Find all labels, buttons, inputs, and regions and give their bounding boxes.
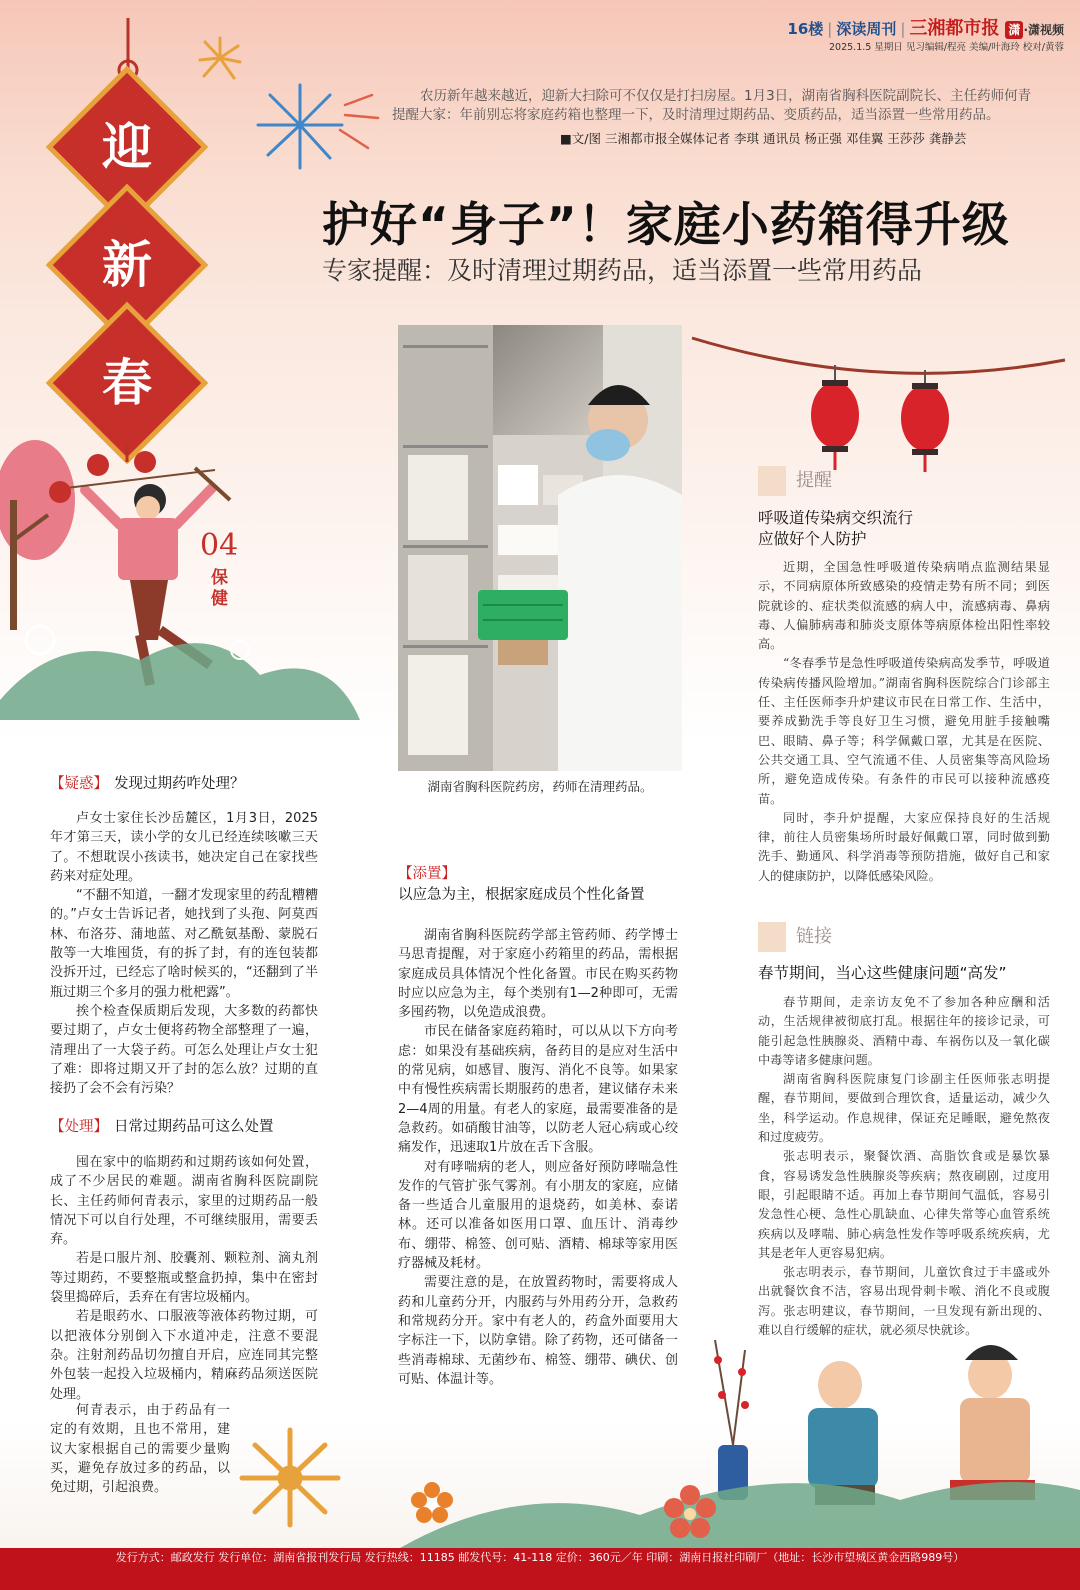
firework-icon (340, 95, 378, 148)
quote-mark-icon (758, 466, 786, 496)
family-tea-illustration (714, 1340, 1035, 1505)
paragraph: 湖南省胸科医院康复门诊副主任医师张志明提醒，春节期间，要做到合理饮食，适量运动，减少久坐，科学运动。作息规律，保证充足睡眠，避免熬夜和过度疲劳。 (758, 1072, 1050, 1145)
flower-icon (26, 626, 54, 654)
newspaper-name: 三湘都市报 (909, 18, 1000, 39)
page-subtitle: 专家提醒：及时清理过期药品，适当添置一些常用药品 (322, 256, 923, 285)
paragraph: 春节期间，走亲访友免不了参加各种应酬和活动，生活规律被彻底打乱。根据往年的接诊记录，可能引起急性胰腺炎、酒精中毒、车祸伤以及一氧化碳中毒等诸多健康问题。 (758, 995, 1050, 1067)
couplet-char: 春 (102, 353, 152, 412)
article-section-handle (50, 1153, 318, 1404)
paragraph: 卢女士家住长沙岳麓区，1月3日，2025年才第三天，读小学的女儿已经连续咳嗽三天了。不想耽误小孩读书，她决定自己在家找些药来对症处理。 (50, 811, 318, 884)
article-intro: 农历新年越来越近，迎新大扫除可不仅仅是打扫房屋。1月3日，湖南省胸科医院副院长、主任药师何青提醒大家：年前别忘将家庭药箱也整理一下，及时清理过期药品、变质药品，适当添置一些常用药品。 (392, 88, 1032, 123)
lantern-icon (901, 370, 949, 472)
section-tag: 【添置】 (398, 866, 456, 882)
hill-decoration (0, 643, 360, 720)
section-heading (50, 772, 245, 793)
paragraph: “不翻不知道，一翻才发现家里的药乱糟糟的。”卢女士告诉记者，她找到了头孢、阿莫西林、布洛芬、蒲地蓝、对乙酰氨基酚、蒙脱石散等一大堆囤货，有的拆了封，有的连包装都没拆开过，已经忘了啥时候买的，“还翻到了半瓶过期三个多月的强力枇杷露”。 (50, 888, 318, 1000)
section-tag: 【疑惑】 (50, 776, 108, 792)
section-title: 发现过期药咋处理？ (114, 776, 245, 792)
pharmacy-photo (398, 325, 682, 771)
masthead: 16楼 | 深读周刊 | 三湘都市报 潇 ·潇视频 (787, 18, 1064, 39)
issue-info: 2025.1.5 星期日 见习编辑/程亮 美编/叶海玲 校对/黄蓉 (829, 42, 1064, 53)
section-title: 以应急为主，根据家庭成员个性化备置 (398, 887, 645, 903)
app-name: ·潇视频 (1023, 23, 1064, 37)
couplet-char: 新 (102, 235, 152, 294)
couplet-char: 迎 (102, 117, 152, 176)
link-article (758, 993, 1050, 1340)
tree-illustration (0, 440, 75, 630)
section-heading (50, 1115, 274, 1136)
paragraph: 对有哮喘病的老人，则应备好预防哮喘急性发作的气管扩张气雾剂。有小朋友的家庭，应储备一些适合儿童服用的退烧药，如美林、泰诺林。还可以准备如医用口罩、血压计、消毒纱布、绷带、棉签、创可贴、酒精、棉球等家用医疗器械及耗材。 (398, 1159, 678, 1272)
section-title: 日常过期药品可这么处置 (114, 1119, 274, 1135)
page-title: 护好“身子”！家庭小药箱得升级 (322, 198, 1010, 253)
link-label: 链接 (758, 922, 832, 952)
tip-article (758, 558, 1050, 886)
paragraph: 挨个检查保质期后发现，大多数的药都快要过期了，卢女士便将药物全部整理了一遍，清理出了一大袋子药。可怎么处理让卢女士犯了难：即将过期又开了封的怎么放？过期的直接扔了会不会有污染？ (50, 1003, 318, 1097)
section-tag: 【处理】 (50, 1119, 108, 1135)
paragraph: 囤在家中的临期药和过期药该如何处置，成了不少居民的难题。湖南省胸科医院副院长、主任药师何青表示，家里的过期药品一般情况下可以自行处理，不可继续服用，需要丢弃。 (50, 1155, 318, 1248)
paragraph: 近期，全国急性呼吸道传染病哨点监测结果显示，不同病原体所致感染的疫情走势有所不同；到医院就诊的、症状类似流感的病人中，流感病毒、鼻病毒、人偏肺病毒和肺炎支原体等病原体检出阳性率较高。 (758, 560, 1050, 652)
lantern-icon (811, 365, 859, 470)
paragraph: 同时，李升炉提醒，大家应保持良好的生活规律，前往人员密集场所时最好佩戴口罩，同时做到勤洗手、勤通风、科学消毒等预防措施，做好自己和家人的健康防护，以降低感染风险。 (758, 810, 1050, 883)
publication-footer: 发行方式：邮政发行 发行单位：湖南省报刊发行局 发行热线：11185 邮发代号：41-118 定价：360元／年 印刷：湖南日报社印刷厂（地址：长沙市望城区黄金西路989号） (0, 1548, 1080, 1590)
paragraph: “冬春季节是急性呼吸道传染病高发季节，呼吸道传染病传播风险增加。”湖南省胸科医院综合门诊部主任、主任医师李升炉建议市民在日常工作、生活中，要养成勤洗手等良好卫生习惯，避免用脏手接触嘴巴、眼睛、鼻子等；科学佩戴口罩，尤其是在医院、公共交通工具、空气流通不佳、人员密集等高风险场所，避免造成传染。有条件的市民可以接种流感疫苗。 (758, 656, 1050, 806)
byline: ■文/图 三湘都市报全媒体记者 李琪 通讯员 杨正强 邓佳翼 王莎莎 龚静芸 (560, 131, 967, 146)
tip-heading: 呼吸道传染病交织流行 应做好个人防护 (758, 509, 914, 548)
app-logo-icon: 潇 (1005, 21, 1023, 39)
flower-icon (411, 1482, 453, 1523)
hill-decoration (400, 1482, 1080, 1548)
link-heading: 春节期间，当心这些健康问题“高发” (758, 964, 1007, 982)
paragraph: 若是口服片剂、胶囊剂、颗粒剂、滴丸剂等过期药，不要整瓶或整盒扔掉，集中在密封袋里捣碎后，丢弃在有害垃圾桶内。 (50, 1251, 318, 1306)
column-name: 深读周刊 (836, 20, 897, 38)
firework-icon (258, 85, 342, 168)
quote-mark-icon (758, 922, 786, 952)
paragraph: 张志明表示，聚餐饮酒、高脂饮食或是暴饮暴食，容易诱发急性胰腺炎等疾病；熬夜刷剧，过度用眼，引起眼睛不适。再加上春节期间气温低，容易引发急性心梗、急性心肌缺血、心律失常等心血管系统疾病以及哮喘、肺心病急性发作等呼吸系统疾病，尤其是老年人更容易犯病。 (758, 1149, 1050, 1260)
sun-flower-icon (242, 1430, 338, 1525)
section-number: 04 (200, 528, 239, 563)
paragraph: 市民在储备家庭药箱时，可以从以下方向考虑：如果没有基础疾病，备药目的是应对生活中的常见病，如感冒、腹泻、消化不良等。如果家中有慢性疾病需长期服药的患者，建议储存未来2—4周的用量。有老人的家庭，最需要准备的是急救药。如硝酸甘油等，以防老人冠心病或心绞痛发作，迅速取1片放在舌下含服。 (398, 1024, 678, 1156)
paragraph: 若是眼药水、口服液等液体药物过期，可以把液体分别倒入下水道冲走，注意不要混杂。注射剂药品切勿擅自开启，应连同其完整外包装一起投入垃圾桶内，精麻药品须送医院处理。 (50, 1309, 318, 1402)
photo-caption: 湖南省胸科医院药房，药师在清理药品。 (427, 779, 653, 794)
paragraph: 张志明表示，春节期间，儿童饮食过于丰盛或外出就餐饮食不洁，容易出现骨刺卡喉、消化不良或腹泻。张志明建议，春节期间，一旦发现有新出现的、难以自行缓解的症状，就必须尽快就诊。 (758, 1265, 1050, 1338)
article-section-add (398, 926, 678, 1389)
paragraph: 湖南省胸科医院药学部主管药师、药学博士马思青提醒，对于家庭小药箱里的药品，需根据家庭成员具体情况个性化备置。市民在购买药物时应以应急为主，每个类别有1—2种即可，无需多囤药物，以免造成浪费。 (398, 928, 678, 1021)
page-floor: 楼 (808, 20, 824, 38)
tip-label: 提醒 (758, 466, 832, 496)
firework-icon (200, 38, 240, 78)
section-name: 保健 (211, 568, 228, 609)
article-section-handle-end (50, 1401, 230, 1497)
pharmacist-illustration (398, 325, 682, 771)
article-section-doubt (50, 809, 318, 1098)
lantern-string (692, 338, 1065, 373)
page-number: 16 (787, 20, 809, 38)
flower-icon (231, 641, 249, 659)
paragraph: 需要注意的是，在放置药物时，需要将成人药和儿童药分开，内服药与外用药分开，急救药和常规药分开。家中有老人的，药盒外面要用大字标注一下，以防拿错。除了药物，还可储备一些消毒棉球、无菌纱布、棉签、绷带、碘伏、创可贴、体温计等。 (398, 1275, 678, 1387)
paragraph: 何青表示，由于药品有一定的有效期，且也不常用，建议大家根据自己的需要少量购买，避免存放过多的药品，以免过期，引起浪费。 (50, 1403, 230, 1496)
